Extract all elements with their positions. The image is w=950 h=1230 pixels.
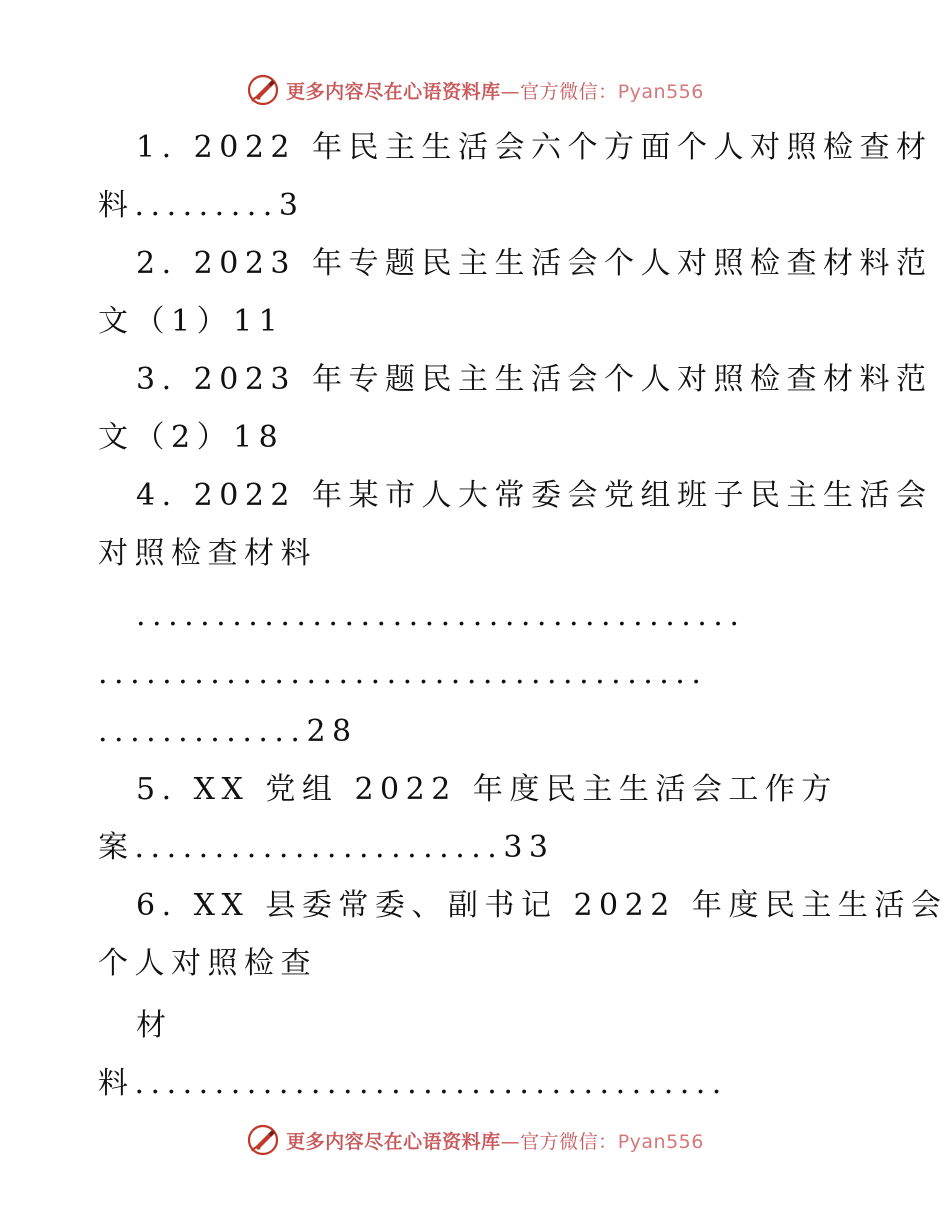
pen-logo-icon bbox=[246, 73, 280, 107]
watermark-text bbox=[286, 1127, 704, 1154]
toc-leader-dots: ...................................... bbox=[136, 598, 746, 633]
watermark-main-text: 更多内容尽在心语资料库 bbox=[286, 80, 501, 103]
toc-line: 4. 2022 年某市人大常委会党组班子民主生活会 bbox=[136, 478, 933, 513]
toc-line: 料.........3 bbox=[98, 188, 305, 223]
watermark-official-label: 官方微信： bbox=[520, 80, 618, 103]
toc-line: 材 bbox=[136, 1008, 173, 1043]
toc-line: 对照检查材料 bbox=[98, 536, 317, 571]
toc-line: 1. 2022 年民主生活会六个方面个人对照检查材 bbox=[136, 130, 933, 165]
toc-line: 3. 2023 年专题民主生活会个人对照检查材料范 bbox=[136, 362, 933, 397]
toc-leader-dots: .............28 bbox=[98, 714, 358, 749]
watermark-wechat-id: Pyan556 bbox=[617, 1130, 704, 1153]
toc-line: 5. XX 党组 2022 年度民主生活会工作方 bbox=[136, 772, 838, 807]
toc-line: 案.......................33 bbox=[98, 830, 555, 865]
toc-line: 6. XX 县委常委、副书记 2022 年度民主生活会 bbox=[136, 888, 948, 923]
header-watermark-banner bbox=[0, 70, 950, 110]
watermark-text bbox=[286, 77, 704, 104]
watermark-wechat-id: Pyan556 bbox=[617, 80, 704, 103]
toc-leader-dots: ...................................... bbox=[98, 656, 708, 691]
watermark-official-label: 官方微信： bbox=[520, 1130, 618, 1153]
pen-logo-icon bbox=[246, 1123, 280, 1157]
toc-line: 料..................................... bbox=[98, 1066, 728, 1101]
toc-line: 文（1）11 bbox=[98, 304, 285, 339]
watermark-main-text: 更多内容尽在心语资料库 bbox=[286, 1130, 501, 1153]
watermark-separator: — bbox=[500, 80, 521, 103]
watermark-separator: — bbox=[500, 1130, 521, 1153]
toc-line: 2. 2023 年专题民主生活会个人对照检查材料范 bbox=[136, 246, 933, 281]
toc-line: 个人对照检查 bbox=[98, 946, 317, 981]
footer-watermark-banner bbox=[0, 1120, 950, 1160]
toc-line: 文（2）18 bbox=[98, 420, 285, 455]
